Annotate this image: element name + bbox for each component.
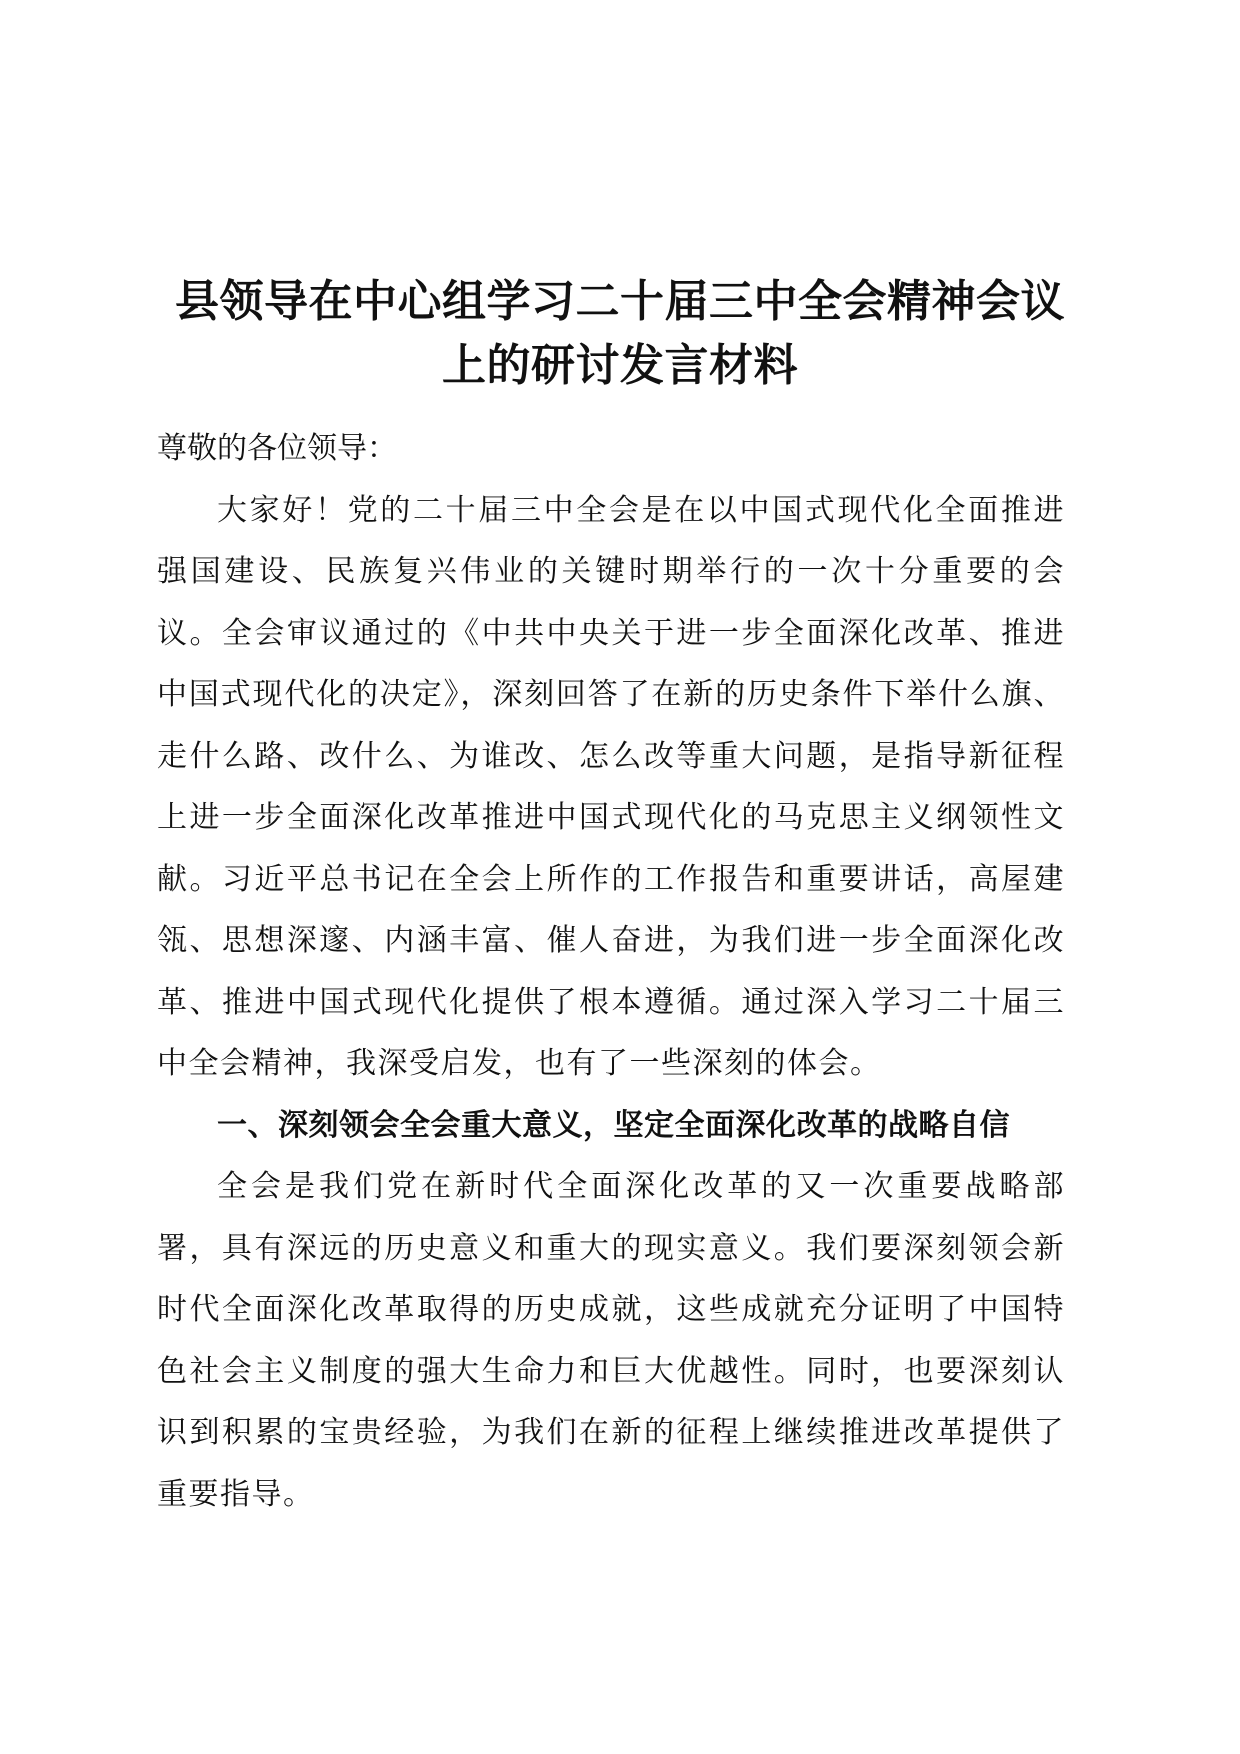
- salutation: 尊敬的各位领导：: [157, 431, 397, 466]
- document-body: [157, 418, 1065, 1525]
- title-line-1: 县领导在中心组学习二十届三中全会精神会议: [175, 276, 1065, 327]
- paragraph-section-1: 全会是我们党在新时代全面深化改革的又一次重要战略部署，具有深远的历史意义和重大的现实意义。我们要深刻领会新时代全面深化改革取得的历史成就，这些成就充分证明了中国特色社会主义制度的强大生命力和巨大优越性。同时，也要深刻认识到积累的宝贵经验，为我们在新的征程上继续推进改革提供了重要指导。: [157, 1169, 1065, 1512]
- title-line-2: 上的研讨发言材料: [442, 340, 798, 391]
- section-heading-1: 一、深刻领会全会重大意义，坚定全面深化改革的战略自信: [217, 1107, 1010, 1143]
- paragraph-intro: 大家好！党的二十届三中全会是在以中国式现代化全面推进强国建设、民族复兴伟业的关键时期举行的一次十分重要的会议。全会审议通过的《中共中央关于进一步全面深化改革、推进中国式现代化的决定》，深刻回答了在新的历史条件下举什么旗、走什么路、改什么、为谁改、怎么改等重大问题，是指导新征程上进一步全面深化改革推进中国式现代化的马克思主义纲领性文献。习近平总书记在全会上所作的工作报告和重要讲话，高屋建瓴、思想深邃、内涵丰富、催人奋进，为我们进一步全面深化改革、推进中国式现代化提供了根本遵循。通过深入学习二十届三中全会精神，我深受启发，也有了一些深刻的体会。: [157, 492, 1065, 1081]
- document-title: [100, 270, 1140, 398]
